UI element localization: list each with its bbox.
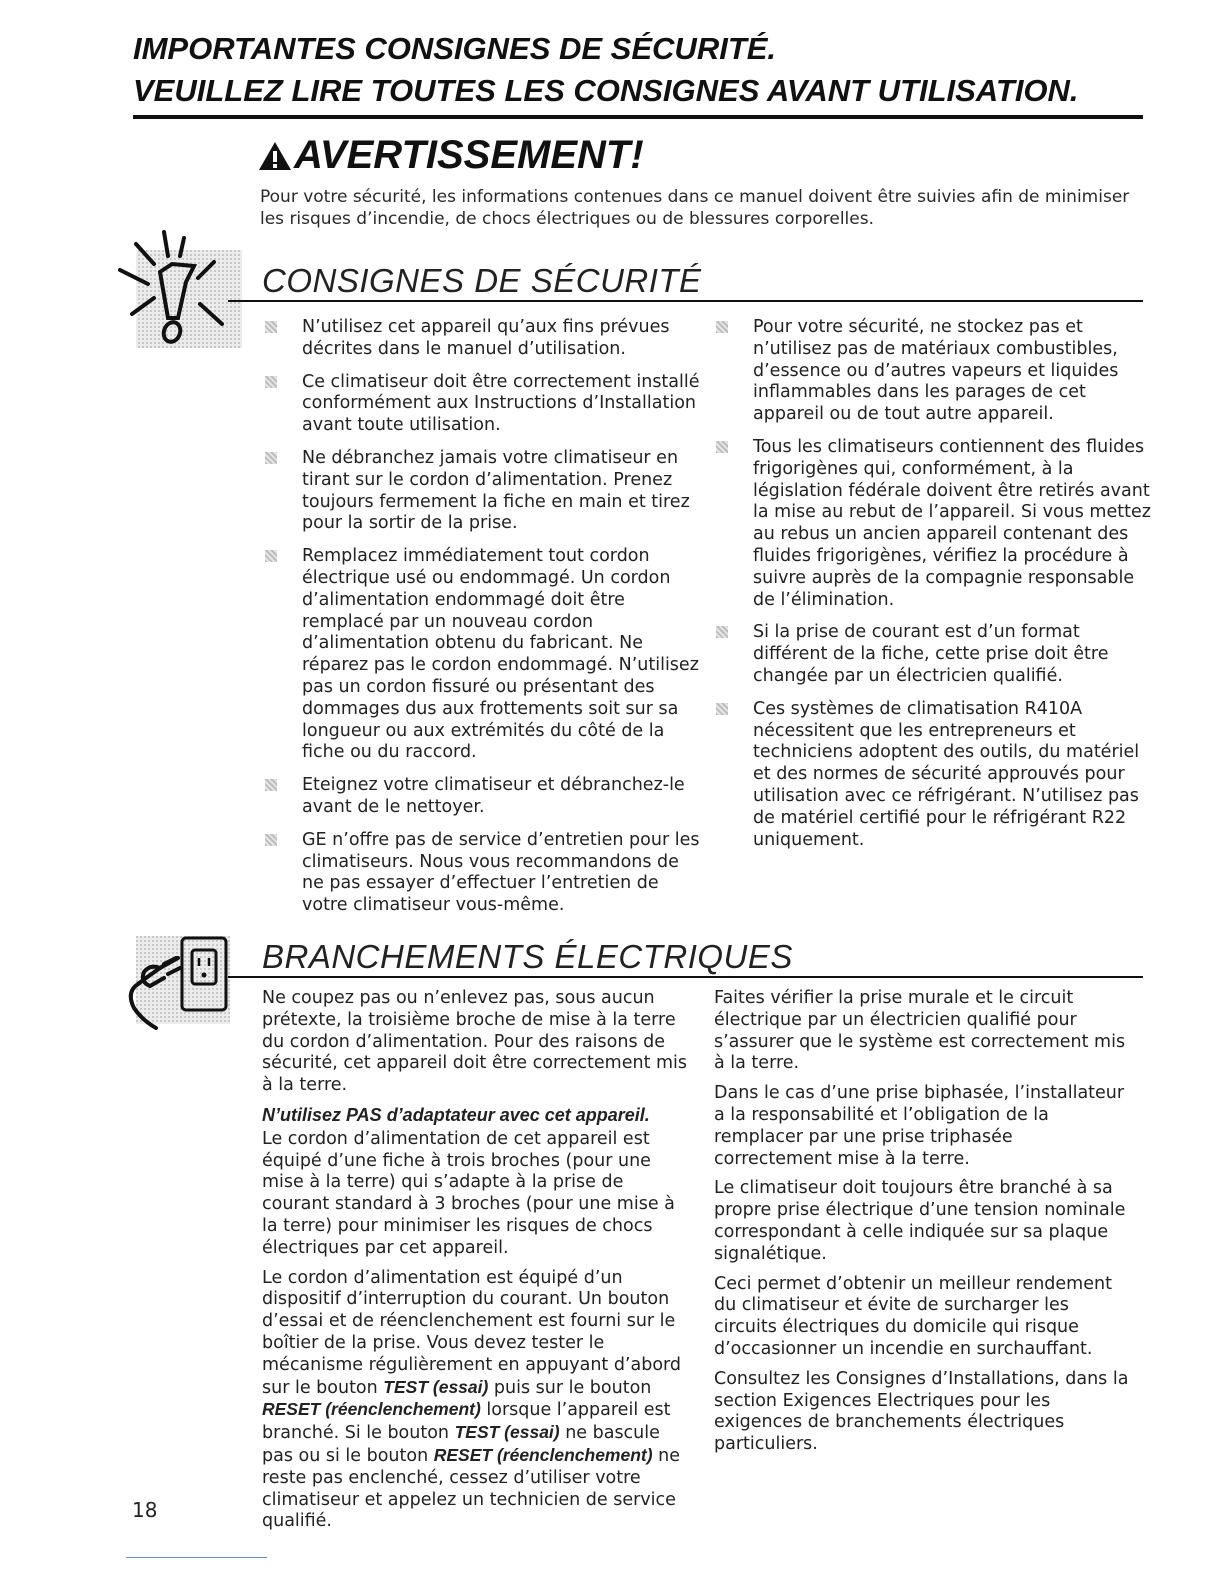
page-header — [133, 28, 1143, 112]
electrical-paragraph: Faites vérifier la prise murale et le circuit électrique par un électricien qualifié pour s’assurer que le système est correctement mis à la terre. — [714, 988, 1126, 1074]
plug-outlet-icon — [116, 928, 232, 1032]
electrical-paragraph: Le climatiseur doit toujours être branché à sa propre prise électrique d’une tension nominale correspondant à celle indiquée sur sa plaque signalétique. — [714, 1178, 1126, 1264]
lightbulb-warning-icon — [114, 226, 244, 352]
bullet-icon — [716, 626, 728, 638]
list-item: Si la prise de courant est d’un format différent de la fiche, cette prise doit être changée par un électricien qualifié. — [711, 622, 1151, 687]
list-item: Ces systèmes de climatisation R410A nécessitent que les entrepreneurs et techniciens adoptent des outils, du matériel et des normes de sécurité approuvés pour utilisation avec ce réfrigérant. N’utilisez pas de matériel certifié pour le réfrigérant R22 uniquement. — [711, 699, 1151, 852]
bullet-icon — [265, 321, 277, 333]
safety-section-title: CONSIGNES DE SÉCURITÉ — [262, 262, 702, 299]
electrical-section-rule — [228, 976, 1143, 978]
adapter-warning: N’utilisez PAS d’adaptateur avec cet appareil. — [262, 1104, 650, 1125]
list-item: N’utilisez cet appareil qu’aux fins prévues décrites dans le manuel d’utilisation. — [260, 317, 700, 361]
safety-left-list — [260, 317, 700, 928]
header-line-2: VEUILLEZ LIRE TOUTES LES CONSIGNES AVANT UTILISATION. — [133, 73, 1079, 108]
list-item: GE n’offre pas de service d’entretien pour les climatiseurs. Nous vous recommandons de ne pas essayer d’effectuer l’entretien de votre climatiseur vous-même. — [260, 830, 700, 917]
safety-section-rule — [228, 300, 1143, 302]
warning-triangle-icon — [258, 140, 292, 172]
list-item: Pour votre sécurité, ne stockez pas et n’utilisez pas de matériaux combustibles, d’essence ou d’autres vapeurs et liquides inflammables dans les parages de cet appareil ou de tout autre appareil. — [711, 317, 1151, 426]
bullet-icon — [716, 703, 728, 715]
electrical-paragraph: Ne coupez pas ou n’enlevez pas, sous aucun prétexte, la troisième broche de mise à la terre du cordon d’alimentation. Pour des raisons de sécurité, cet appareil doit être correctement mis à la terre. — [262, 988, 688, 1096]
safety-right-list — [711, 317, 1151, 862]
warning-title: AVERTISSEMENT! — [294, 133, 644, 177]
gfci-paragraph: Le cordon d’alimentation est équipé d’un dispositif d’interruption du courant. Un bouton d’essai et de réenclenchement est fourni sur le boîtier de la prise. Vous devez tester le mécanisme régulièrement en appuyant d’abord sur le bouton TEST (essai) puis sur le bouton RESET (réenclenchement) lorsque l’appareil est branché. Si le bouton TEST (essai) ne bascule pas ou si le bouton RESET (réenclenchement) ne reste pas enclenché, cessez d’utiliser votre climatiseur et appelez un technicien de service qualifié. — [262, 1267, 682, 1532]
page-number: 18 — [132, 1498, 158, 1522]
list-item: Tous les climatiseurs contiennent des fluides frigorigènes qui, conformément, à la législation fédérale doivent être retirés avant la mise au rebut de l’appareil. Si vous mettez au rebus un ancien appareil contenant des fluides frigorigènes, vérifiez la procédure à suivre auprès de la compagnie responsable de l’élimination. — [711, 437, 1151, 611]
header-line-1: IMPORTANTES CONSIGNES DE SÉCURITÉ. — [133, 31, 777, 66]
list-item: Eteignez votre climatiseur et débranchez-le avant de le nettoyer. — [260, 775, 700, 819]
bullet-icon — [265, 452, 277, 464]
bullet-icon — [265, 550, 277, 562]
bullet-icon — [265, 779, 277, 791]
electrical-section-title: BRANCHEMENTS ÉLECTRIQUES — [262, 938, 793, 975]
electrical-left-column — [262, 988, 692, 1541]
electrical-paragraph: Ceci permet d’obtenir un meilleur rendement du climatiseur et évite de surcharger les circuits électriques du domicile qui risque d’occasionner un incendie en surchauffant. — [714, 1273, 1112, 1359]
electrical-paragraph: Le cordon d’alimentation de cet appareil est équipé d’une fiche à trois broches (pour une mise à la terre) qui s’adapte à la prise de courant standard à 3 broches (pour une mise à la terre) pour minimiser les risques de chocs électriques par cet appareil. — [262, 1128, 675, 1258]
bullet-icon — [265, 376, 277, 388]
list-item: Ce climatiseur doit être correctement installé conformément aux Instructions d’Installation avant toute utilisation. — [260, 372, 700, 437]
warning-heading — [258, 133, 644, 178]
header-rule — [133, 115, 1143, 119]
electrical-paragraph: Consultez les Consignes d’Installations, dans la section Exigences Electriques pour les exigences de branchements électriques particuliers. — [714, 1368, 1129, 1455]
list-item: Ne débranchez jamais votre climatiseur en tirant sur le cordon d’alimentation. Prenez toujours fermement la fiche en main et tirez pour la sortir de la prise. — [260, 448, 700, 535]
electrical-paragraph: Dans le cas d’une prise biphasée, l’installateur a la responsabilité et l’obligation de la remplacer par une prise triphasée correctement mise à la terre. — [714, 1083, 1125, 1169]
bullet-icon — [265, 834, 277, 846]
bullet-icon — [716, 321, 728, 333]
footer-rule — [126, 1557, 267, 1558]
electrical-right-column — [714, 988, 1134, 1464]
list-item: Remplacez immédiatement tout cordon électrique usé ou endommagé. Un cordon d’alimentation endommagé doit être remplacé par un nouveau cordon d’alimentation obtenu du fabricant. Ne réparez pas le cordon endommagé. N’utilisez pas un cordon fissuré ou présentant des dommages dus aux frottements soit sur sa longueur ou aux extrémités du côté de la fiche ou du raccord. — [260, 546, 700, 764]
bullet-icon — [716, 441, 728, 453]
warning-intro: Pour votre sécurité, les informations contenues dans ce manuel doivent être suivies afin de minimiser les risques d’incendie, de chocs électriques ou de blessures corporelles. — [260, 187, 1130, 229]
